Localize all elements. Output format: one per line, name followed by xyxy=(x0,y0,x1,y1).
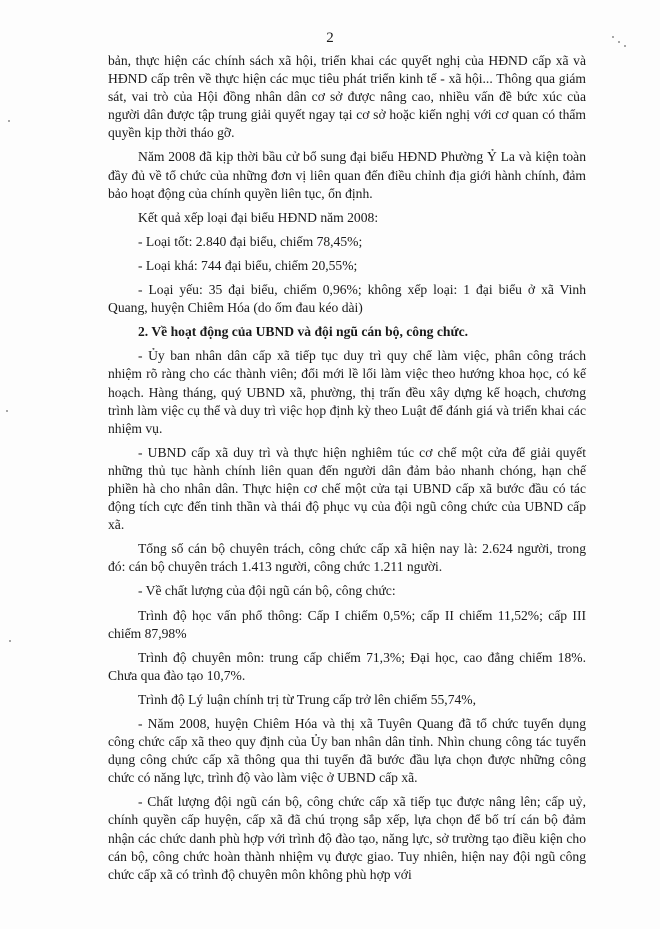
paragraph-ubnd-working-rules: - Ủy ban nhân dân cấp xã tiếp tục duy trì quy chế làm việc, phân công trách nhiệm rõ ràng cho các thành viên; đổi mới lề lối làm việc theo hướng khoa học, có kế hoạch. Hàng tháng, quý UBND xã, phường, thị trấn đều xây dựng kế hoạch, chương trình làm việc cụ thể và duy trì việc họp định kỳ theo Luật để đánh giá và triển khai các nhiệm vụ. xyxy=(108,348,586,436)
document-body xyxy=(108,52,586,884)
paragraph-staff-total: Tổng số cán bộ chuyên trách, công chức cấp xã hiện nay là: 2.624 người, trong đó: cán bộ chuyên trách 1.413 người, công chức 1.211 người. xyxy=(108,541,586,575)
paragraph-political-theory: Trình độ Lý luận chính trị từ Trung cấp trở lên chiếm 55,74%, xyxy=(138,691,477,707)
list-item-rating-weak: - Loại yếu: 35 đại biểu, chiếm 0,96%; không xếp loại: 1 đại biểu ở xã Vinh Quang, huyện Chiêm Hóa (do ốm đau kéo dài) xyxy=(108,282,586,316)
scan-speck xyxy=(618,41,620,43)
section-heading-ubnd: 2. Về hoạt động của UBND và đội ngũ cán bộ, công chức. xyxy=(138,324,469,340)
paragraph-staff-quality-improved: - Chất lượng đội ngũ cán bộ, công chức cấp xã tiếp tục được nâng lên; cấp uỷ, chính quyền cấp huyện, cấp xã đã chú trọng sắp xếp, lựa chọn để bố trí cán bộ đảm nhận các chức danh phù hợp với trình độ đào tạo, năng lực, sở trường tạo điều kiện cho cán bộ, công chức hoàn thành nhiệm vụ được giao. Tuy nhiên, hiện nay đội ngũ công chức cấp xã có trình độ chuyên môn không phù hợp với xyxy=(108,794,586,882)
paragraph-2008-by-election: Năm 2008 đã kịp thời bầu cử bổ sung đại biểu HĐND Phường Ỷ La và kiện toàn đầy đủ về tổ chức của những đơn vị liên quan đến điều chỉnh địa giới hành chính, đảm bảo hoạt động của chính quyền liên tục, ổn định. xyxy=(108,149,586,201)
paragraph-recruitment-2008: - Năm 2008, huyện Chiêm Hóa và thị xã Tuyên Quang đã tổ chức tuyển dụng công chức cấp xã theo quy định của Ủy ban nhân dân tỉnh. Nhìn chung công tác tuyển dụng công chức cấp xã thông qua thi tuyển đã bước đầu lựa chọn được những công chức có năng lực, trình độ vào làm việc ở UBND cấp xã. xyxy=(108,716,586,786)
scan-speck xyxy=(612,36,614,38)
scan-speck xyxy=(6,410,8,412)
paragraph-delegate-rating-intro: Kết quả xếp loại đại biểu HĐND năm 2008: xyxy=(138,209,379,225)
list-item-rating-fair: - Loại khá: 744 đại biểu, chiếm 20,55%; xyxy=(138,257,358,273)
scan-speck xyxy=(624,45,626,47)
paragraph-staff-quality-intro: - Về chất lượng của đội ngũ cán bộ, công chức: xyxy=(138,583,396,599)
paragraph-general-education: Trình độ học vấn phổ thông: Cấp I chiếm 0,5%; cấp II chiếm 11,52%; cấp III chiếm 87,98% xyxy=(108,607,586,641)
paragraph-one-stop-mechanism: - UBND cấp xã duy trì và thực hiện nghiêm túc cơ chế một cửa để giải quyết những thủ tục hành chính liên quan đến người dân đảm bảo nhanh chóng, hạn chế phiền hà cho nhân dân. Thực hiện cơ chế một cửa tại UBND cấp xã bước đầu có tác động tích cực đến tinh thần và thái độ phục vụ của đội ngũ công chức của UBND cấp xã. xyxy=(108,444,586,533)
scan-speck xyxy=(8,120,10,122)
scan-speck xyxy=(9,640,11,642)
paragraph-professional-level: Trình độ chuyên môn: trung cấp chiếm 71,3%; Đại học, cao đẳng chiếm 18%. Chưa qua đào tạo 10,7%. xyxy=(108,649,586,683)
page-number: 2 xyxy=(326,30,334,46)
list-item-rating-good: - Loại tốt: 2.840 đại biểu, chiếm 78,45%; xyxy=(138,233,363,249)
paragraph-oversight-continuation: bản, thực hiện các chính sách xã hội, triển khai các quyết nghị của HĐND cấp xã và HĐND cấp trên về thực hiện các mục tiêu phát triển kinh tế - xã hội... Thông qua giám sát, vai trò của Hội đồng nhân dân cơ sở được nâng cao, nhiều vấn đề bức xúc của người dân được tập trung giải quyết ngay tại cơ sở hoặc kiến nghị với cơ quan có thẩm quyền kịp thời tháo gỡ. xyxy=(108,53,586,141)
